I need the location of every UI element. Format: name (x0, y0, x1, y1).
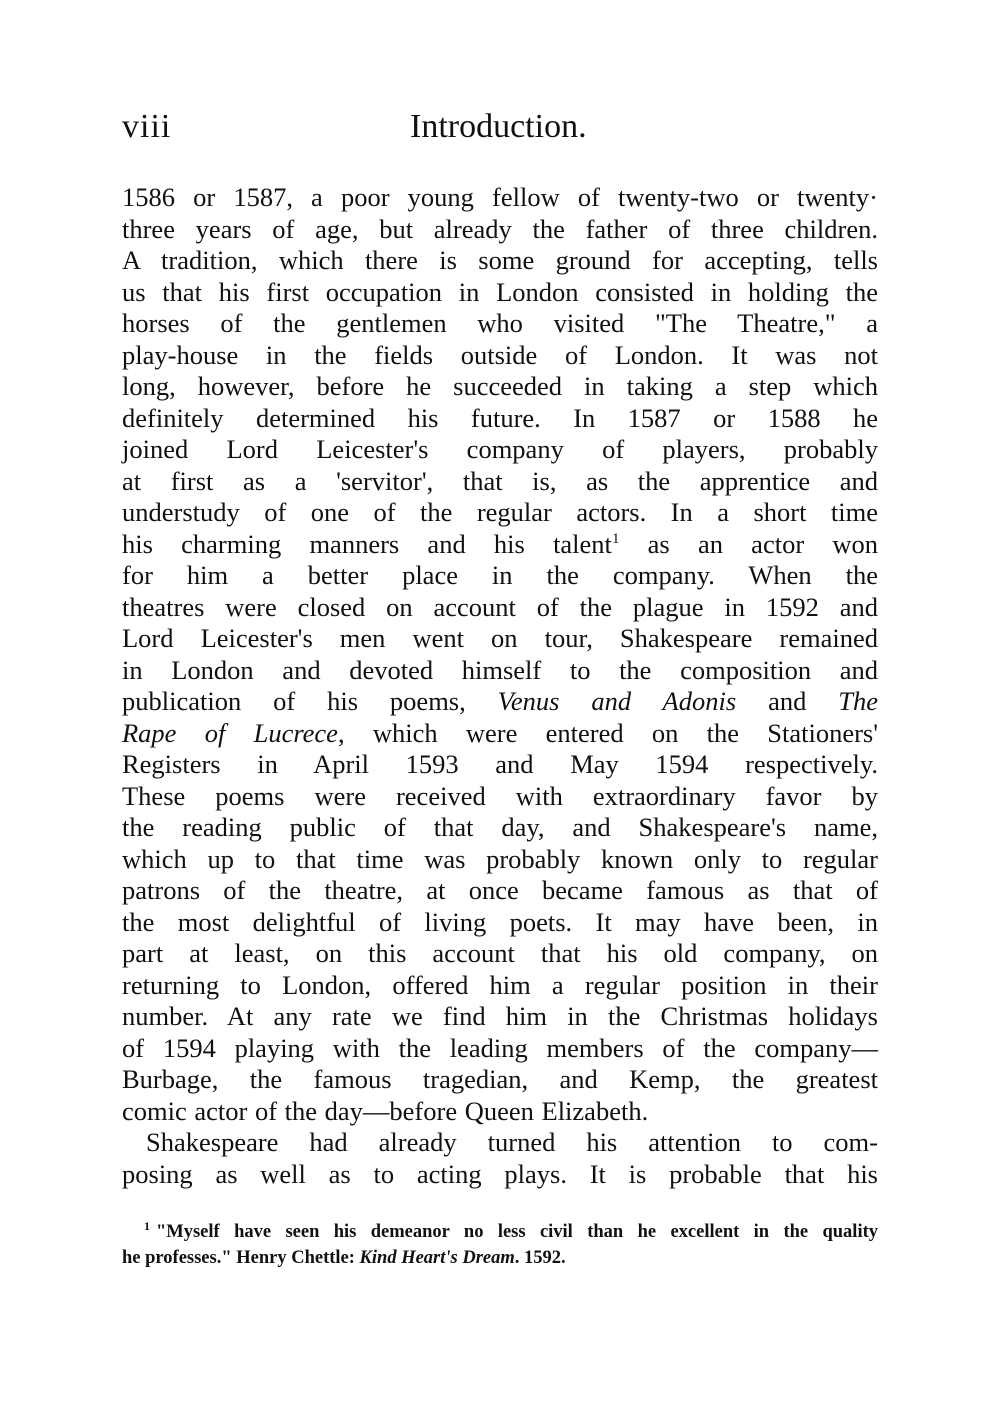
running-head: Introduction. (410, 108, 587, 145)
text-line: the reading public of that day, and Shakespeare's name, (122, 812, 878, 842)
text-line: of 1594 playing with the leading members of the company— (122, 1032, 878, 1063)
text-segment: publication of his poems, (122, 686, 498, 716)
text-line: long, however, before he succeeded in taking a step which (122, 371, 878, 401)
text-line: Lord Leicester's men went on tour, Shakespeare remained (122, 623, 878, 653)
poem-title: The (838, 686, 878, 716)
paragraph-start-line: Shakespeare had already turned his attention to com- (146, 1127, 878, 1157)
text-segment: , which were entered on the Stationers' (337, 717, 878, 748)
text-segment: his charming manners and his talent (122, 528, 612, 559)
text-line: play-house in the fields outside of London. It was not (122, 339, 878, 370)
text-line: joined Lord Leicester's company of players, probably (122, 434, 878, 464)
text-line: Burbage, the famous tragedian, and Kemp, the greatest (122, 1064, 878, 1094)
text-line-with-titles (122, 718, 878, 750)
footnote-line (122, 1219, 878, 1245)
text-line: Registers in April 1593 and May 1594 respectively. (122, 749, 878, 779)
text-line: returning to London, offered him a regular position in their (122, 969, 878, 1000)
text-line: at first as a 'servitor', that is, as the apprentice and (122, 465, 878, 496)
page-number: viii (122, 108, 172, 145)
text-line: definitely determined his future. In 1587 or 1588 he (122, 402, 878, 433)
footnote-source-title: Kind Heart's Dream (359, 1248, 515, 1268)
text-line-with-footnote (122, 529, 878, 561)
footnote-reference: 1 (611, 530, 620, 547)
text-segment: as an actor won (619, 528, 879, 559)
text-line: which up to that time was probably known only to regular (122, 843, 878, 874)
text-line: comic actor of the day—before Queen Elizabeth. (122, 1095, 649, 1126)
text-line: in London and devoted himself to the composition and (122, 654, 878, 685)
text-line: These poems were received with extraordinary favor by (122, 780, 878, 811)
text-line: understudy of one of the regular actors. In a short time (122, 497, 878, 527)
footnote-text: "Myself have seen his demeanor no less civil than he excellent in the quality (156, 1222, 878, 1242)
text-line: posing as well as to acting plays. It is probable that his (122, 1158, 878, 1189)
text-line: for him a better place in the company. When the (122, 560, 878, 590)
page-header (122, 108, 878, 158)
text-line: patrons of the theatre, at once became famous as that of (122, 875, 878, 905)
text-line: 1586 or 1587, a poor young fellow of twenty-two or twenty· (122, 182, 878, 212)
text-line: part at least, on this account that his old company, on (122, 938, 878, 968)
text-line: the most delightful of living poets. It may have been, in (122, 906, 878, 937)
text-line: theatres were closed on account of the plague in 1592 and (122, 591, 878, 622)
text-line: three years of age, but already the father of three children. (122, 213, 878, 244)
footnote-line (122, 1245, 878, 1271)
text-segment: and (736, 686, 839, 716)
footnote-mark: 1 (144, 1218, 150, 1233)
text-line: horses of the gentlemen who visited "The Theatre," a (122, 308, 878, 338)
poem-title: Venus and Adonis (497, 686, 737, 716)
text-line: number. At any rate we find him in the Christmas holidays (122, 1001, 878, 1031)
footnote-text: . 1592. (514, 1248, 566, 1268)
text-line: A tradition, which there is some ground for accepting, tells (122, 245, 878, 275)
text-line-with-titles (122, 686, 878, 718)
footnote-text: he professes." Henry Chettle: (122, 1248, 360, 1268)
body-text (122, 182, 878, 1190)
poem-title: Rape of Lucrece (122, 717, 338, 748)
text-line: us that his first occupation in London consisted in holding the (122, 276, 878, 307)
footnotes (122, 1219, 878, 1271)
